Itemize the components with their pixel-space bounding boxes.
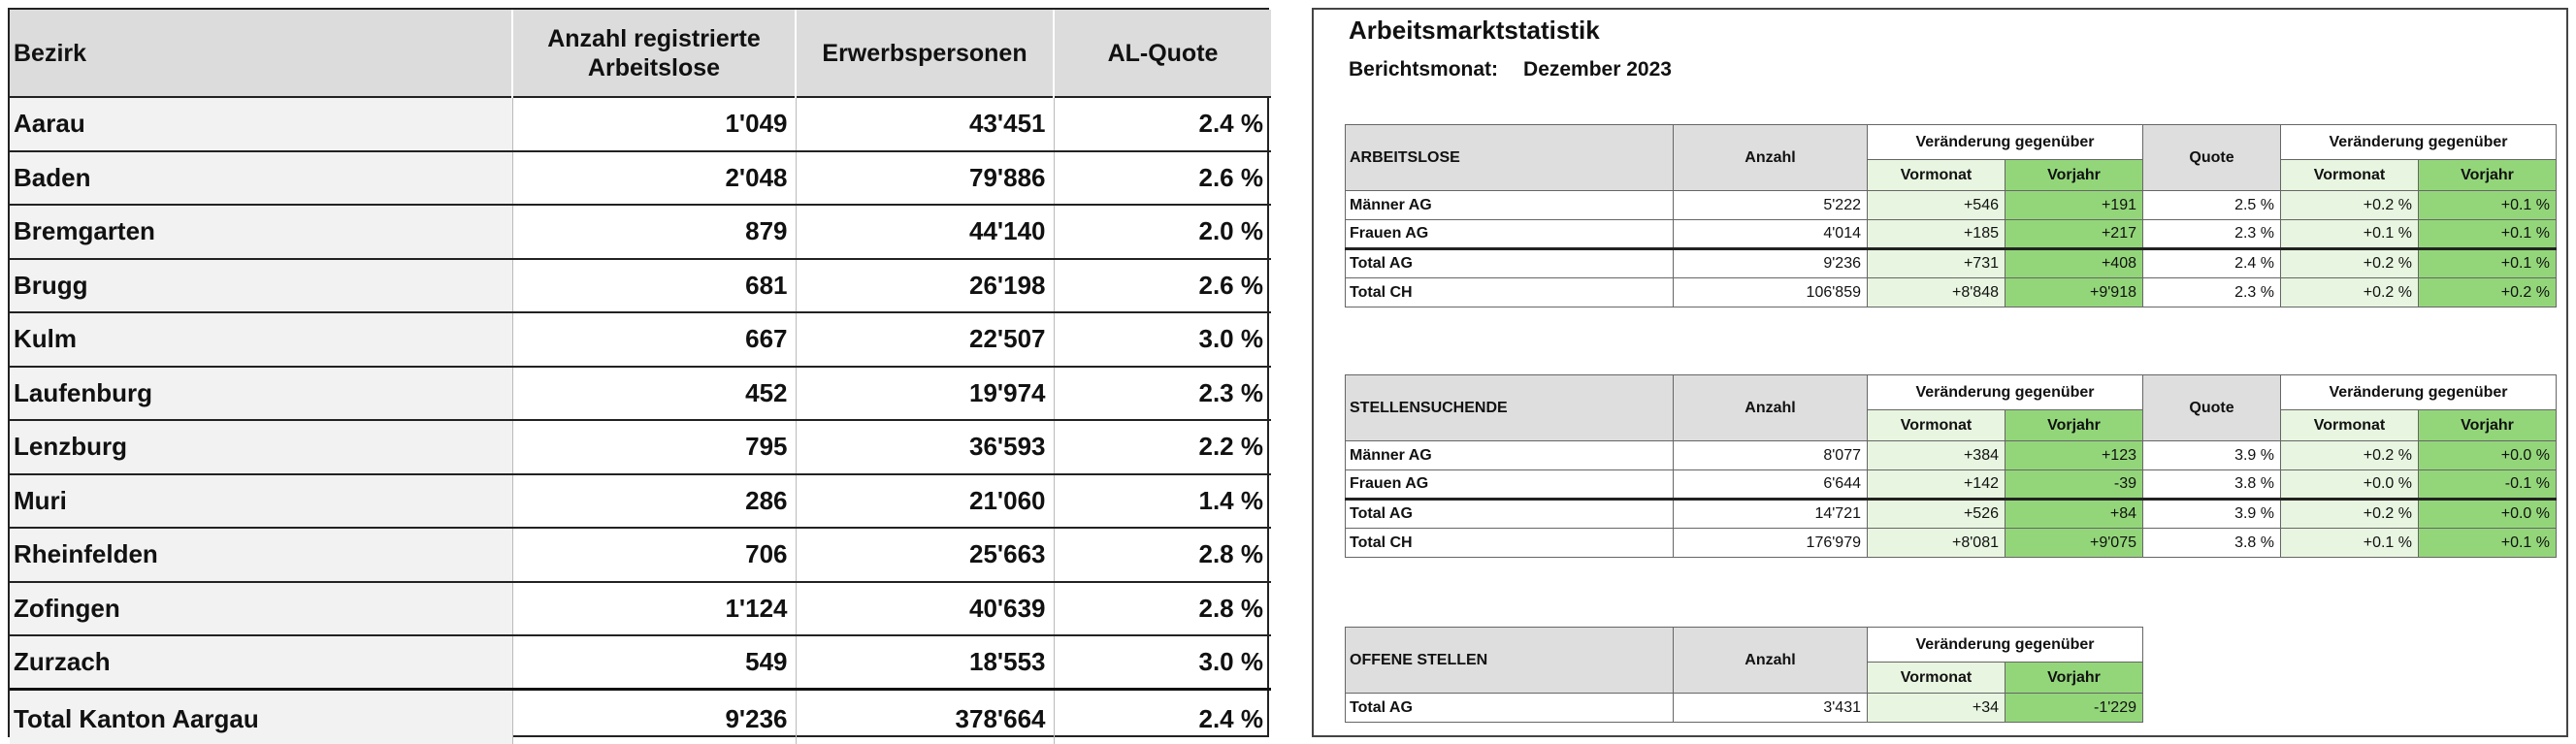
row-name: Frauen AG (1346, 470, 1674, 500)
header-al-quote: AL-Quote (1054, 10, 1271, 97)
report-month (1349, 58, 1672, 81)
row-count: 9'236 (1674, 249, 1868, 278)
row-quote: 3.8 % (2143, 470, 2281, 500)
district-total-row (10, 690, 1271, 744)
total-unemployed: 9'236 (512, 690, 796, 744)
district-table-panel (8, 8, 1269, 737)
district-rate: 2.6 % (1054, 151, 1271, 206)
stellensuchende-row (1346, 529, 2557, 558)
vormonat-header: Vormonat (1868, 160, 2005, 191)
district-unemployed: 1'124 (512, 582, 796, 636)
row-change-vormonat: +731 (1868, 249, 2005, 278)
row-quote: 2.5 % (2143, 191, 2281, 220)
row-quote-vorjahr: +0.1 % (2419, 220, 2557, 249)
district-name: Muri (10, 474, 512, 529)
row-name: Total AG (1346, 249, 1674, 278)
row-change-vorjahr: +191 (2005, 191, 2143, 220)
district-name: Zurzach (10, 635, 512, 690)
row-quote-vorjahr: +0.1 % (2419, 191, 2557, 220)
row-quote-vormonat: +0.2 % (2281, 249, 2419, 278)
district-name: Aarau (10, 97, 512, 151)
district-rate: 2.8 % (1054, 528, 1271, 582)
row-quote-vorjahr: +0.2 % (2419, 278, 2557, 307)
district-labour-force: 44'140 (796, 205, 1054, 259)
row-name: Total AG (1346, 694, 1674, 723)
district-unemployed: 706 (512, 528, 796, 582)
row-change-vormonat: +546 (1868, 191, 2005, 220)
district-unemployed: 879 (512, 205, 796, 259)
row-quote: 2.3 % (2143, 220, 2281, 249)
district-row (10, 259, 1271, 313)
offene-stellen-heading: OFFENE STELLEN (1346, 628, 1674, 694)
row-count: 106'859 (1674, 278, 1868, 307)
district-labour-force: 36'593 (796, 420, 1054, 474)
anzahl-header: Anzahl (1674, 628, 1868, 694)
district-rate: 2.3 % (1054, 367, 1271, 421)
change-header: Veränderung gegenüber (1868, 125, 2143, 160)
row-change-vormonat: +34 (1868, 694, 2005, 723)
row-change-vorjahr: +123 (2005, 441, 2143, 470)
change-header: Veränderung gegenüber (1868, 375, 2143, 410)
vorjahr-header: Vorjahr (2005, 663, 2143, 694)
district-labour-force: 79'886 (796, 151, 1054, 206)
district-unemployed: 795 (512, 420, 796, 474)
row-quote-vormonat: +0.2 % (2281, 191, 2419, 220)
district-labour-force: 19'974 (796, 367, 1054, 421)
row-quote-vormonat: +0.1 % (2281, 529, 2419, 558)
panel-title: Arbeitsmarktstatistik (1349, 16, 1600, 45)
quote-header: Quote (2143, 125, 2281, 191)
district-row (10, 582, 1271, 636)
row-change-vorjahr: +217 (2005, 220, 2143, 249)
district-rate: 2.2 % (1054, 420, 1271, 474)
district-unemployed: 667 (512, 312, 796, 367)
stellensuchende-table (1345, 374, 2557, 558)
row-count: 176'979 (1674, 529, 1868, 558)
total-name: Total Kanton Aargau (10, 690, 512, 744)
row-change-vorjahr: -1'229 (2005, 694, 2143, 723)
quote-vormonat-header: Vormonat (2281, 160, 2419, 191)
district-unemployed: 681 (512, 259, 796, 313)
district-unemployed: 1'049 (512, 97, 796, 151)
row-change-vormonat: +384 (1868, 441, 2005, 470)
header-bezirk: Bezirk (10, 10, 512, 97)
stellensuchende-row (1346, 441, 2557, 470)
arbeitslose-row (1346, 191, 2557, 220)
row-change-vorjahr: +408 (2005, 249, 2143, 278)
district-name: Baden (10, 151, 512, 206)
row-change-vorjahr: +84 (2005, 500, 2143, 529)
row-quote-vormonat: +0.1 % (2281, 220, 2419, 249)
district-rate: 3.0 % (1054, 312, 1271, 367)
district-unemployed: 286 (512, 474, 796, 529)
row-name: Frauen AG (1346, 220, 1674, 249)
quote-change-header: Veränderung gegenüber (2281, 125, 2557, 160)
row-quote: 3.9 % (2143, 441, 2281, 470)
row-quote: 2.3 % (2143, 278, 2281, 307)
row-change-vormonat: +185 (1868, 220, 2005, 249)
district-row (10, 420, 1271, 474)
row-count: 6'644 (1674, 470, 1868, 500)
offene-stellen-table (1345, 627, 2143, 723)
district-labour-force: 21'060 (796, 474, 1054, 529)
district-name: Lenzburg (10, 420, 512, 474)
row-change-vormonat: +142 (1868, 470, 2005, 500)
row-quote-vormonat: +0.0 % (2281, 470, 2419, 500)
district-rate: 2.8 % (1054, 582, 1271, 636)
district-labour-force: 18'553 (796, 635, 1054, 690)
row-quote-vorjahr: +0.0 % (2419, 500, 2557, 529)
district-rate: 3.0 % (1054, 635, 1271, 690)
stellensuchende-heading: STELLENSUCHENDE (1346, 375, 1674, 441)
district-rate: 1.4 % (1054, 474, 1271, 529)
district-row (10, 528, 1271, 582)
row-change-vorjahr: +9'075 (2005, 529, 2143, 558)
arbeitslose-table (1345, 124, 2557, 307)
district-rate: 2.0 % (1054, 205, 1271, 259)
row-count: 5'222 (1674, 191, 1868, 220)
district-unemployed: 2'048 (512, 151, 796, 206)
district-row (10, 474, 1271, 529)
row-name: Total CH (1346, 278, 1674, 307)
quote-change-header: Veränderung gegenüber (2281, 375, 2557, 410)
total-rate: 2.4 % (1054, 690, 1271, 744)
quote-header: Quote (2143, 375, 2281, 441)
arbeitslose-row (1346, 249, 2557, 278)
district-name: Laufenburg (10, 367, 512, 421)
district-labour-force: 43'451 (796, 97, 1054, 151)
row-quote: 3.9 % (2143, 500, 2281, 529)
district-rate: 2.6 % (1054, 259, 1271, 313)
anzahl-header: Anzahl (1674, 125, 1868, 191)
district-table (10, 10, 1271, 744)
vorjahr-header: Vorjahr (2005, 160, 2143, 191)
row-quote: 2.4 % (2143, 249, 2281, 278)
quote-vormonat-header: Vormonat (2281, 410, 2419, 441)
row-change-vormonat: +8'081 (1868, 529, 2005, 558)
row-count: 3'431 (1674, 694, 1868, 723)
row-quote-vorjahr: +0.1 % (2419, 249, 2557, 278)
district-row (10, 97, 1271, 151)
vorjahr-header: Vorjahr (2005, 410, 2143, 441)
stellensuchende-row (1346, 500, 2557, 529)
district-row (10, 367, 1271, 421)
change-header: Veränderung gegenüber (1868, 628, 2143, 663)
district-rate: 2.4 % (1054, 97, 1271, 151)
row-count: 4'014 (1674, 220, 1868, 249)
row-quote-vormonat: +0.2 % (2281, 278, 2419, 307)
district-labour-force: 26'198 (796, 259, 1054, 313)
row-name: Männer AG (1346, 191, 1674, 220)
row-name: Männer AG (1346, 441, 1674, 470)
district-labour-force: 22'507 (796, 312, 1054, 367)
report-month-value: Dezember 2023 (1523, 58, 1672, 81)
arbeitslose-heading: ARBEITSLOSE (1346, 125, 1674, 191)
district-row (10, 312, 1271, 367)
stellensuchende-row (1346, 470, 2557, 500)
row-quote-vormonat: +0.2 % (2281, 441, 2419, 470)
district-name: Bremgarten (10, 205, 512, 259)
row-change-vorjahr: +9'918 (2005, 278, 2143, 307)
row-quote-vorjahr: -0.1 % (2419, 470, 2557, 500)
header-arbeitslose: Anzahl registrierte Arbeitslose (512, 10, 796, 97)
row-quote-vormonat: +0.2 % (2281, 500, 2419, 529)
labour-market-panel (1312, 8, 2568, 737)
row-count: 8'077 (1674, 441, 1868, 470)
district-name: Rheinfelden (10, 528, 512, 582)
district-row (10, 205, 1271, 259)
row-change-vorjahr: -39 (2005, 470, 2143, 500)
row-quote-vorjahr: +0.0 % (2419, 441, 2557, 470)
anzahl-header: Anzahl (1674, 375, 1868, 441)
district-name: Kulm (10, 312, 512, 367)
district-name: Brugg (10, 259, 512, 313)
district-unemployed: 549 (512, 635, 796, 690)
report-month-label: Berichtsmonat: (1349, 58, 1499, 81)
arbeitslose-row (1346, 278, 2557, 307)
district-table-header (10, 10, 1271, 97)
offene_stellen-row (1346, 694, 2143, 723)
total-labour-force: 378'664 (796, 690, 1054, 744)
row-name: Total AG (1346, 500, 1674, 529)
row-quote-vorjahr: +0.1 % (2419, 529, 2557, 558)
header-erwerbspersonen: Erwerbspersonen (796, 10, 1054, 97)
vormonat-header: Vormonat (1868, 663, 2005, 694)
district-labour-force: 40'639 (796, 582, 1054, 636)
arbeitslose-row (1346, 220, 2557, 249)
district-labour-force: 25'663 (796, 528, 1054, 582)
row-change-vormonat: +526 (1868, 500, 2005, 529)
row-change-vormonat: +8'848 (1868, 278, 2005, 307)
quote-vorjahr-header: Vorjahr (2419, 410, 2557, 441)
district-row (10, 635, 1271, 690)
row-quote: 3.8 % (2143, 529, 2281, 558)
district-unemployed: 452 (512, 367, 796, 421)
quote-vorjahr-header: Vorjahr (2419, 160, 2557, 191)
row-name: Total CH (1346, 529, 1674, 558)
row-count: 14'721 (1674, 500, 1868, 529)
vormonat-header: Vormonat (1868, 410, 2005, 441)
district-row (10, 151, 1271, 206)
district-name: Zofingen (10, 582, 512, 636)
